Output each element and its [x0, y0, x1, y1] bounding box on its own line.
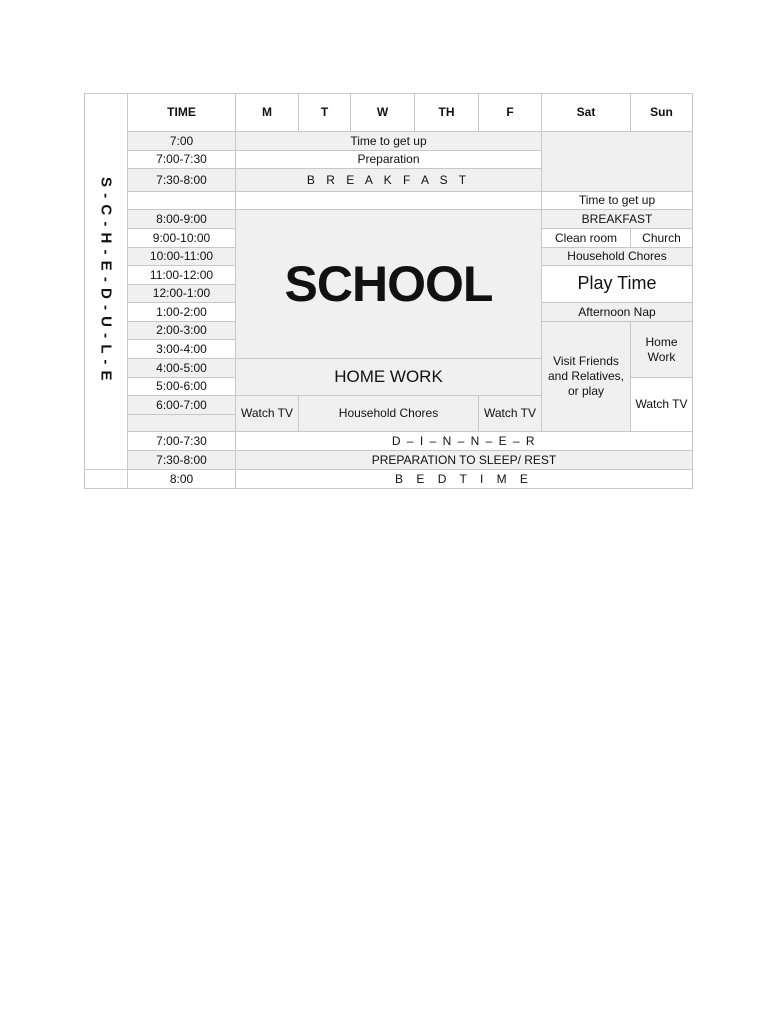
- weekend-household-chores: Household Chores: [542, 248, 693, 266]
- time-cell: [128, 192, 236, 210]
- time-cell: 7:00: [128, 132, 236, 151]
- time-cell: 7:30-8:00: [128, 169, 236, 192]
- time-cell: 10:00-11:00: [128, 248, 236, 266]
- time-cell: 3:00-4:00: [128, 340, 236, 359]
- side-title-text: S - C - H - E - D - U - L - E: [97, 177, 115, 382]
- time-cell: 2:00-3:00: [128, 322, 236, 340]
- time-cell: 12:00-1:00: [128, 285, 236, 303]
- weekday-blank: [236, 192, 542, 210]
- weekday-breakfast: B R E A K F A S T: [236, 169, 542, 192]
- time-cell: 9:00-10:00: [128, 229, 236, 248]
- school-label: SCHOOL: [284, 256, 493, 312]
- weekend-afternoon-nap: Afternoon Nap: [542, 303, 693, 322]
- header-time: TIME: [128, 94, 236, 132]
- weekday-get-up: Time to get up: [236, 132, 542, 151]
- header-wednesday: W: [351, 94, 415, 132]
- time-cell: 11:00-12:00: [128, 266, 236, 285]
- weekday-household-chores: Household Chores: [299, 396, 479, 432]
- sunday-home-work: Home Work: [631, 322, 693, 378]
- schedule-table: [84, 93, 693, 489]
- header-friday: F: [479, 94, 542, 132]
- time-cell: 7:00-7:30: [128, 432, 236, 451]
- time-cell: 5:00-6:00: [128, 378, 236, 396]
- monday-watch-tv: Watch TV: [236, 396, 299, 432]
- time-cell: 7:00-7:30: [128, 151, 236, 169]
- side-title-bottom: [85, 470, 128, 489]
- weekend-get-up: Time to get up: [542, 192, 693, 210]
- dinner-row: D – I – N – N – E – R: [236, 432, 693, 451]
- weekend-breakfast: BREAKFAST: [542, 210, 693, 229]
- home-work-label: HOME WORK: [334, 366, 443, 386]
- side-title: [85, 94, 128, 470]
- header-thursday: TH: [415, 94, 479, 132]
- header-monday: M: [236, 94, 299, 132]
- sleep-prep-row: PREPARATION TO SLEEP/ REST: [236, 451, 693, 470]
- sunday-watch-tv: Watch TV: [631, 378, 693, 432]
- time-cell: 4:00-5:00: [128, 359, 236, 378]
- weekend-play-time: [542, 266, 693, 303]
- time-cell: [128, 415, 236, 432]
- header-saturday: Sat: [542, 94, 631, 132]
- header-sunday: Sun: [631, 94, 693, 132]
- friday-watch-tv: Watch TV: [479, 396, 542, 432]
- play-time-label: Play Time: [577, 272, 657, 293]
- weekday-school: [236, 210, 542, 359]
- time-cell: 8:00: [128, 470, 236, 489]
- weekday-home-work: [236, 359, 542, 396]
- weekend-clean-room: Clean room: [542, 229, 631, 248]
- time-cell: 6:00-7:00: [128, 396, 236, 415]
- saturday-visit-friends: Visit Friends and Relatives, or play: [542, 322, 631, 432]
- time-cell: 1:00-2:00: [128, 303, 236, 322]
- time-cell: 8:00-9:00: [128, 210, 236, 229]
- time-cell: 7:30-8:00: [128, 451, 236, 470]
- bedtime-row: B E D T I M E: [236, 470, 693, 489]
- weekday-preparation: Preparation: [236, 151, 542, 169]
- header-tuesday: T: [299, 94, 351, 132]
- weekend-morning-blank: [542, 132, 693, 192]
- weekend-church: Church: [631, 229, 693, 248]
